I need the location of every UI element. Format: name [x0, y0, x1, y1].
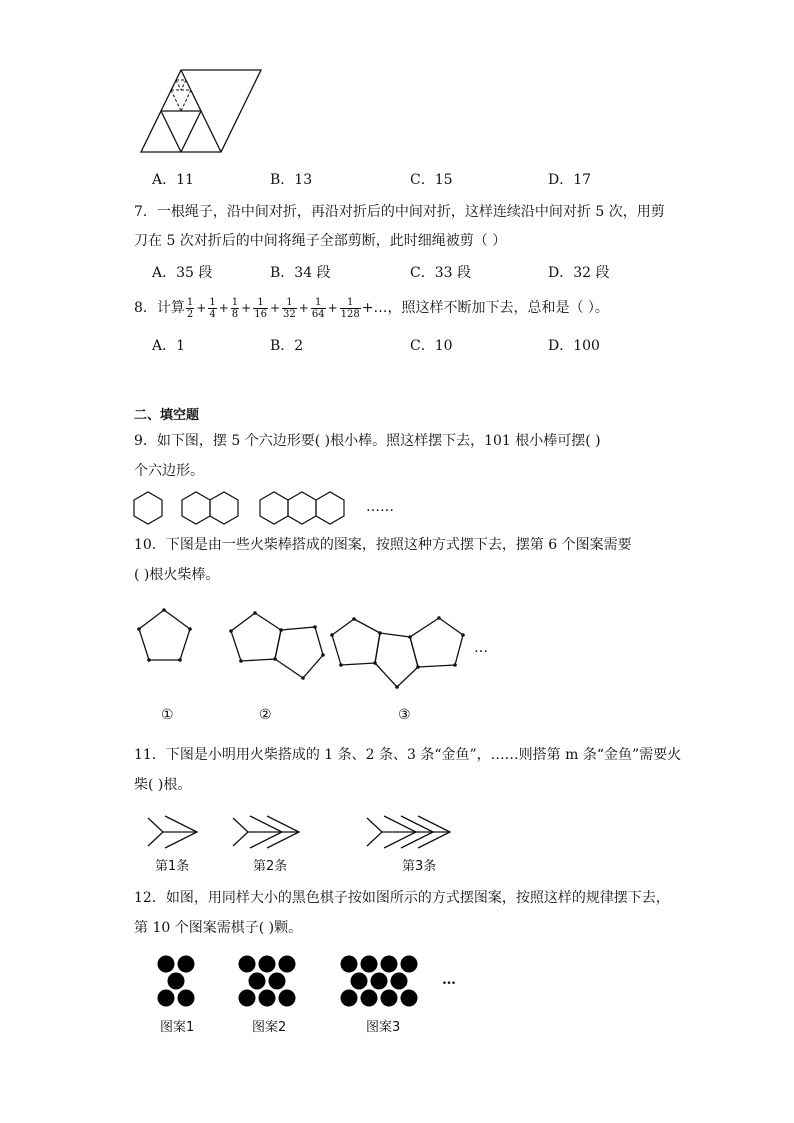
q12-label-1: 图案1 [160, 1020, 195, 1035]
q8-option-b[interactable]: B．2 [270, 338, 304, 354]
q10-text-line2: ( )根火柴棒。 [134, 567, 220, 583]
q8-option-a[interactable]: A．1 [152, 338, 186, 354]
q10-ellipsis: … [474, 640, 488, 656]
q7-option-b[interactable]: B．34 段 [270, 265, 331, 281]
q11-label-2: 第2条 [253, 859, 288, 874]
q11-label-3: 第3条 [402, 859, 437, 874]
section-title-fill-in: 二、填空题 [134, 408, 200, 423]
q12-ellipsis: … [442, 972, 456, 988]
q12-label-3: 图案3 [366, 1020, 401, 1035]
q8-fraction-2: $\frac{1}{4}$ [209, 296, 216, 320]
q7-option-c[interactable]: C．33 段 [410, 265, 471, 281]
q10-label-3: ③ [398, 707, 411, 723]
q12-label-2: 图案2 [252, 1020, 287, 1035]
q11-text-line2: 柴( )根。 [134, 777, 192, 793]
q8-suffix: +…，照这样不断加下去，总和是（ ）。 [361, 300, 609, 316]
q7-option-d[interactable]: D．32 段 [548, 265, 610, 281]
q8-fraction-5: $\frac{1}{32}$ [283, 296, 296, 320]
q10-label-2: ② [259, 707, 272, 723]
q6-option-b[interactable]: B．13 [270, 172, 313, 188]
q8-option-c[interactable]: C．10 [410, 338, 453, 354]
q8-fraction-7: $\frac{1}{128}$ [340, 296, 360, 320]
q12-text-line1: 12．如图，用同样大小的黑色棋子按如图所示的方式摆图案，按照这样的规律摆下去， [134, 890, 670, 906]
q9-hexagon-figure [130, 490, 360, 528]
q8-option-d[interactable]: D．100 [548, 338, 600, 354]
q10-text-line1: 10．下图是由一些火柴棒搭成的图案，按照这种方式摆下去，摆第 6 个图案需要 [134, 537, 632, 553]
q6-triangle-figure [138, 68, 268, 156]
q6-option-a[interactable]: A．11 [152, 172, 194, 188]
q10-pentagon-figure [135, 605, 475, 695]
q8-prefix: 8．计算 [134, 300, 185, 316]
q7-text-line1: 7．一根绳子，沿中间对折，再沿对折后的中间对折，这样连续沿中间对折 5 次，用剪 [134, 204, 665, 220]
q8-fraction-4: $\frac{1}{16}$ [254, 296, 267, 320]
q11-goldfish-figure [145, 812, 495, 852]
q9-text-line2: 个六边形。 [134, 463, 204, 479]
q6-option-c[interactable]: C．15 [410, 172, 453, 188]
q9-text-line1: 9．如下图，摆 5 个六边形要( )根小棒。照这样摆下去，101 根小棒可摆( ) [134, 433, 601, 449]
q8-fraction-6: $\frac{1}{64}$ [311, 296, 325, 320]
q10-label-1: ① [161, 707, 174, 723]
q8-question: 8．计算 $\frac{1}{2}$ + $\frac{1}{4}$ + $\frac{1}{8}$ + $\frac{1}{16}$ + $\frac{1}{32}$ + $\frac{1}{64}$ + $\frac{1}{128}$ +…，照这样不断加下去，总和是（ ）。 [134, 296, 609, 320]
q11-label-1: 第1条 [155, 859, 190, 874]
q8-fraction-1: $\frac{1}{2}$ [186, 296, 194, 320]
q11-text-line1: 11．下图是小明用火柴搭成的 1 条、2 条、3 条“金鱼”，……则搭第 m 条“金鱼”需要火 [134, 747, 682, 763]
q12-text-line2: 第 10 个图案需棋子( )颗。 [134, 920, 303, 936]
q6-option-d[interactable]: D．17 [548, 172, 592, 188]
q7-text-line2: 刀在 5 次对折后的中间将绳子全部剪断，此时细绳被剪（ ） [134, 233, 507, 249]
q7-option-a[interactable]: A．35 段 [152, 265, 213, 281]
q12-chess-pieces-figure [150, 952, 440, 1010]
q9-ellipsis: …… [366, 499, 394, 515]
q8-fraction-3: $\frac{1}{8}$ [231, 296, 239, 320]
